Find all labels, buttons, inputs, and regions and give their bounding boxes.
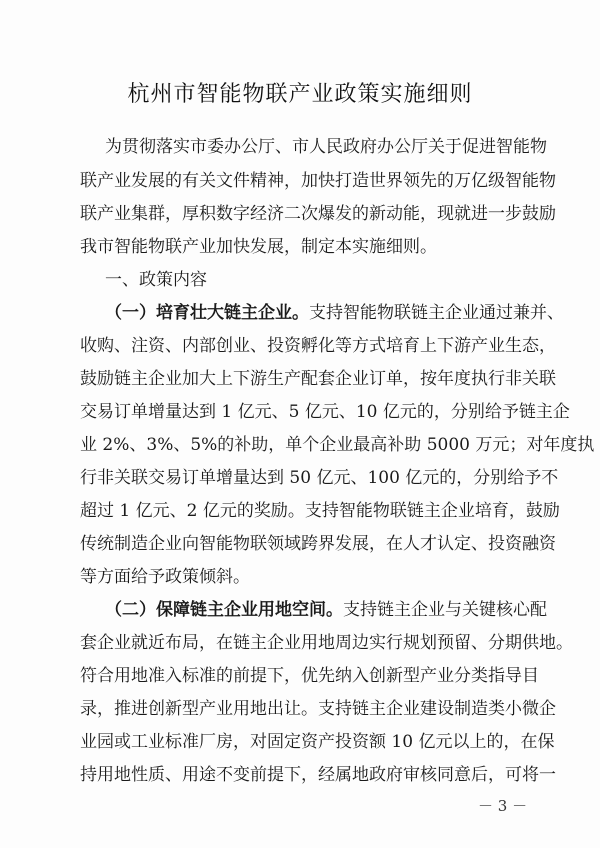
item-text: 支持链主企业与关键核心配	[343, 600, 547, 620]
intro-line: 为贯彻落实市委办公厅、市人民政府办公厅关于促进智能物	[105, 137, 547, 157]
body-line: 超过 1 亿元、2 亿元的奖励。支持智能物联链主企业培育，鼓励	[80, 501, 560, 521]
body-line: 业 2%、3%、5%的补助，单个企业最高补助 5000 万元；对年度执	[80, 435, 595, 455]
body-line: 等方面给予政策倾斜。	[80, 567, 250, 587]
item-text: 支持智能物联链主企业通过兼并、	[309, 303, 564, 323]
intro-line: 我市智能物联产业加快发展，制定本实施细则。	[80, 237, 437, 257]
item-first-line	[0, 595, 600, 620]
intro-line: 联产业发展的有关文件精神，加快打造世界领先的万亿级智能物	[80, 171, 556, 191]
body-line: 收购、注资、内部创业、投资孵化等方式培育上下游产业生态，	[80, 336, 556, 356]
body-line: 持用地性质、用途不变前提下，经属地政府审核同意后，可将一	[80, 765, 556, 785]
body-line: 录，推进创新型产业用地出让。支持链主企业建设制造类小微企	[80, 699, 556, 719]
item-label: （一）培育壮大链主企业。	[105, 303, 309, 323]
item-label: （二）保障链主企业用地空间。	[105, 600, 343, 620]
body-line: 套企业就近布局，在链主企业用地周边实行规划预留、分期供地。	[80, 633, 573, 653]
body-line: 传统制造企业向智能物联领域跨界发展，在人才认定、投资融资	[80, 534, 556, 554]
section-heading: 一、政策内容	[105, 270, 207, 290]
body-line: 符合用地准入标准的前提下，优先纳入创新型产业分类指导目	[80, 666, 539, 686]
body-line: 业园或工业标准厂房，对固定资产投资额 10 亿元以上的，在保	[80, 732, 555, 752]
intro-line: 联产业集群，厚积数字经济二次爆发的新动能，现就进一步鼓励	[80, 204, 556, 224]
body-line: 鼓励链主企业加大上下游生产配套企业订单，按年度执行非关联	[80, 369, 556, 389]
page-number: － 3 －	[478, 797, 528, 815]
body-line: 行非关联交易订单增量达到 50 亿元、100 亿元的，分别给予不	[80, 468, 559, 488]
body-line: 交易订单增量达到 1 亿元、5 亿元、10 亿元的，分别给予链主企	[80, 402, 570, 422]
document-title: 杭州市智能物联产业政策实施细则	[127, 82, 473, 107]
item-first-line	[0, 298, 600, 323]
